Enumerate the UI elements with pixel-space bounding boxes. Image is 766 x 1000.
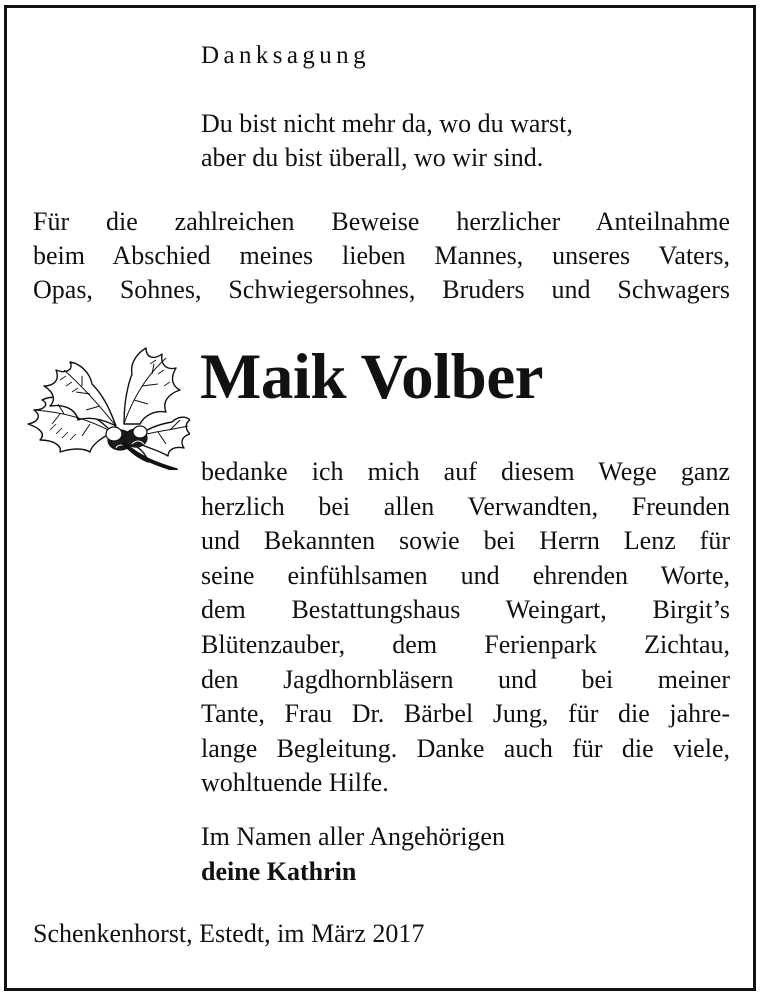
- thanks-line: lange Begleitung. Danke auch für die viele,: [201, 733, 730, 763]
- signature-line: Im Namen aller Angehörigen: [201, 822, 505, 851]
- signature-name: deine Kathrin: [201, 857, 357, 886]
- place-date: Schenkenhorst, Estedt, im März 2017: [33, 919, 425, 948]
- thanks-line: dem Bestattungshaus Weingart, Birgit’s: [201, 595, 730, 625]
- deceased-name: Maik Volber: [200, 341, 544, 413]
- thanks-line: bedanke ich mich auf diesem Wege ganz: [201, 457, 730, 486]
- motto-quote: [201, 107, 573, 175]
- thanks-line: Tante, Frau Dr. Bärbel Jung, für die jahre-: [201, 699, 730, 729]
- motto-line: aber du bist überall, wo wir sind.: [201, 143, 544, 172]
- motto-line: Du bist nicht mehr da, wo du warst,: [201, 109, 573, 138]
- oak-leaf-acorn-icon: [20, 340, 190, 470]
- thanks-line: herzlich bei allen Verwandten, Freunden: [201, 491, 730, 521]
- thanks-line: Blütenzauber, dem Ferienpark Zichtau,: [201, 629, 730, 659]
- intro-line: beim Abschied meines lieben Mannes, unseres Vaters,: [33, 241, 730, 270]
- thanks-paragraph: [201, 455, 730, 801]
- thanks-line: den Jagdhornbläsern und bei meiner: [201, 664, 730, 694]
- thanks-line: seine einfühlsamen und ehrenden Worte,: [201, 560, 730, 590]
- notice-heading: Danksagung: [201, 42, 370, 69]
- intro-paragraph: [33, 205, 730, 307]
- thanks-line: wohltuende Hilfe.: [201, 768, 389, 798]
- thanks-line: und Bekannten sowie bei Herrn Lenz für: [201, 526, 730, 556]
- intro-line: Opas, Sohnes, Schwiegersohnes, Bruders und Schwagers: [33, 275, 730, 304]
- intro-line: Für die zahlreichen Beweise herzlicher Anteilnahme: [33, 207, 730, 236]
